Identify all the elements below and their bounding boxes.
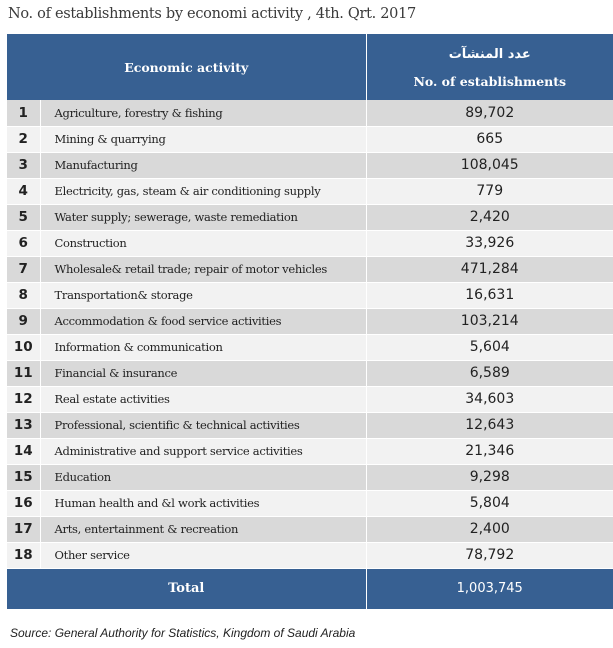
activity-name: Real estate activities	[40, 386, 366, 412]
row-number: 4	[7, 178, 40, 204]
table-body	[7, 100, 613, 568]
establishment-count: 16,631	[366, 282, 613, 308]
establishment-count: 2,400	[366, 516, 613, 542]
establishment-count: 9,298	[366, 464, 613, 490]
activity-name: Agriculture, forestry & fishing	[40, 100, 366, 126]
row-number: 5	[7, 204, 40, 230]
table-row	[7, 256, 613, 282]
table-row	[7, 490, 613, 516]
establishment-count: 108,045	[366, 152, 613, 178]
activity-name: Arts, entertainment & recreation	[40, 516, 366, 542]
table-row	[7, 152, 613, 178]
table-row	[7, 438, 613, 464]
establishment-count: 33,926	[366, 230, 613, 256]
activity-name: Professional, scientific & technical activities	[40, 412, 366, 438]
activity-name: Mining & quarrying	[40, 126, 366, 152]
table-title: No. of establishments by economi activity , 4th. Qrt. 2017	[8, 6, 416, 22]
row-number: 18	[7, 542, 40, 568]
table-row	[7, 542, 613, 568]
activity-name: Administrative and support service activities	[40, 438, 366, 464]
header-english-label: No. of establishments	[413, 74, 567, 89]
table-row	[7, 464, 613, 490]
activity-name: Accommodation & food service activities	[40, 308, 366, 334]
row-number: 16	[7, 490, 40, 516]
row-number: 2	[7, 126, 40, 152]
row-number: 13	[7, 412, 40, 438]
header-economic-activity: Economic activity	[7, 34, 366, 100]
table-row	[7, 360, 613, 386]
table-row	[7, 282, 613, 308]
row-number: 12	[7, 386, 40, 412]
table-row	[7, 308, 613, 334]
activity-name: Education	[40, 464, 366, 490]
activity-name: Manufacturing	[40, 152, 366, 178]
row-number: 3	[7, 152, 40, 178]
row-number: 6	[7, 230, 40, 256]
establishment-count: 12,643	[366, 412, 613, 438]
header-no-of-establishments	[366, 34, 613, 100]
establishment-count: 34,603	[366, 386, 613, 412]
activity-name: Transportation& storage	[40, 282, 366, 308]
row-number: 11	[7, 360, 40, 386]
activity-name: Other service	[40, 542, 366, 568]
header-arabic-label: عدد المنشآت	[448, 47, 531, 62]
establishment-count: 78,792	[366, 542, 613, 568]
table-row	[7, 230, 613, 256]
establishment-count: 779	[366, 178, 613, 204]
establishment-count: 89,702	[366, 100, 613, 126]
establishment-count: 5,604	[366, 334, 613, 360]
total-value: 1,003,745	[366, 568, 613, 609]
row-number: 9	[7, 308, 40, 334]
establishments-table	[7, 34, 613, 609]
table-row	[7, 334, 613, 360]
activity-name: Electricity, gas, steam & air conditioning supply	[40, 178, 366, 204]
table-row	[7, 412, 613, 438]
activity-name: Water supply; sewerage, waste remediation	[40, 204, 366, 230]
activity-name: Construction	[40, 230, 366, 256]
total-label: Total	[7, 568, 366, 609]
establishment-count: 5,804	[366, 490, 613, 516]
activity-name: Human health and &l work activities	[40, 490, 366, 516]
table-row	[7, 178, 613, 204]
establishment-count: 103,214	[366, 308, 613, 334]
establishment-count: 6,589	[366, 360, 613, 386]
establishment-count: 471,284	[366, 256, 613, 282]
activity-name: Wholesale& retail trade; repair of motor vehicles	[40, 256, 366, 282]
row-number: 1	[7, 100, 40, 126]
table-header-row	[7, 34, 613, 100]
activity-name: Information & communication	[40, 334, 366, 360]
establishment-count: 21,346	[366, 438, 613, 464]
row-number: 17	[7, 516, 40, 542]
row-number: 8	[7, 282, 40, 308]
table-row	[7, 386, 613, 412]
row-number: 10	[7, 334, 40, 360]
total-row	[7, 568, 613, 609]
activity-name: Financial & insurance	[40, 360, 366, 386]
row-number: 15	[7, 464, 40, 490]
table-row	[7, 516, 613, 542]
establishment-count: 2,420	[366, 204, 613, 230]
table-row	[7, 204, 613, 230]
row-number: 14	[7, 438, 40, 464]
table-row	[7, 126, 613, 152]
row-number: 7	[7, 256, 40, 282]
table-row	[7, 100, 613, 126]
establishment-count: 665	[366, 126, 613, 152]
source-note: Source: General Authority for Statistics, Kingdom of Saudi Arabia	[10, 626, 356, 640]
